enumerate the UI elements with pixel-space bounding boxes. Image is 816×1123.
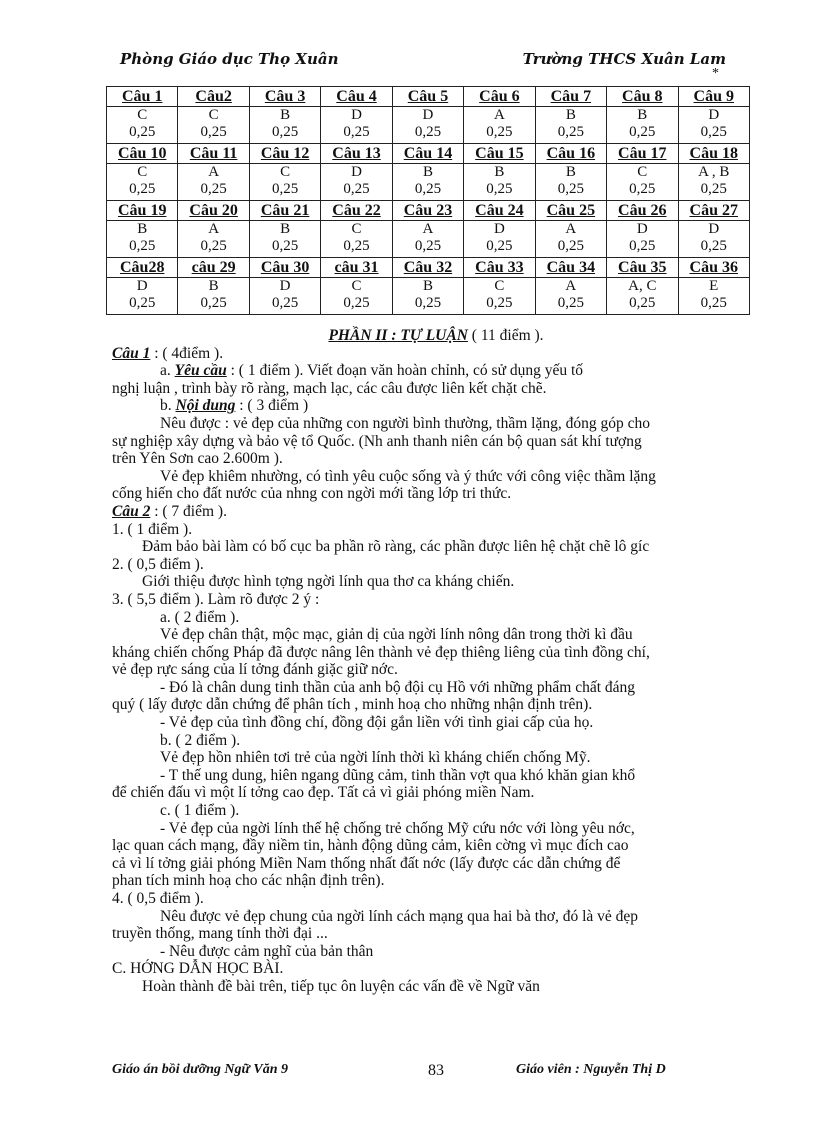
answer-points: 0,25 <box>414 295 442 311</box>
answer-points: 0,25 <box>343 124 370 140</box>
cau1-p1: Nêu được : vẻ đẹp của những con người bình thường, thầm lặng, đóng góp cho <box>160 414 650 432</box>
question-number: Câu 23 <box>392 201 463 221</box>
cau2-line: - T thế ung dung, hiên ngang dũng cảm, tinh thần vợt qua khó khăn gian khổ <box>160 766 636 784</box>
cau2-line: 3. ( 5,5 điểm ). Làm rõ được 2 ý : <box>112 590 320 608</box>
answer-choice: D <box>708 107 720 123</box>
cau2-line: lạc quan cách mạng, đầy niềm tin, hành động dũng cảm, kiên cờng vì mục đích cao <box>112 837 629 855</box>
answer-choice: D <box>636 221 648 237</box>
question-number: câu 29 <box>178 258 249 278</box>
answer-points: 0,25 <box>700 181 727 197</box>
answer-points: 0,25 <box>414 181 442 197</box>
question-number: Câu 30 <box>249 258 320 278</box>
cau2-line: truyền thống, mang tính thời đại ... <box>112 925 328 943</box>
answer-cell <box>392 221 463 258</box>
question-number: Câu 3 <box>249 87 320 107</box>
answer-cell <box>535 107 606 144</box>
answer-choice: D <box>136 278 148 294</box>
answer-points: 0,25 <box>129 124 156 140</box>
answer-cell <box>107 164 178 201</box>
cau2-line: quý ( lấy được dẫn chứng để phân tích , minh hoạ cho những nhận định trên). <box>112 696 593 714</box>
question-number: Câu 36 <box>678 258 750 278</box>
cau2-line: b. ( 2 điểm ). <box>160 731 241 749</box>
question-number: Câu 24 <box>464 201 535 221</box>
cau2-line: phan tích minh hoạ cho các nhận định trên). <box>112 872 385 890</box>
answer-points: 0,25 <box>129 238 156 254</box>
answer-row <box>107 164 750 201</box>
question-number: Câu 15 <box>464 144 535 164</box>
cau2-line: - Vẻ đẹp của ngời lính thế hệ chống trẻ chống Mỹ cứu nớc với lòng yêu nớc, <box>160 819 635 837</box>
cau2-line: - Vẻ đẹp của tình đồng chí, đồng đội gắn liền với tình giai cấp của họ. <box>160 714 594 732</box>
answer-points: 0,25 <box>629 124 656 140</box>
answer-row <box>107 278 750 315</box>
question-row <box>107 258 750 278</box>
answer-points: 0,25 <box>414 124 442 140</box>
cau1-p5: cống hiến cho đất nước của nhng con ngời mới tầng lớp tri thức. <box>112 485 512 503</box>
page-footer <box>112 1062 712 1082</box>
answer-cell <box>178 107 249 144</box>
answer-choice: B <box>208 278 219 294</box>
cau2-line: 1. ( 1 điểm ). <box>112 520 193 538</box>
answer-cell <box>607 278 678 315</box>
answer-points: 0,25 <box>271 124 299 140</box>
cau2-line: 2. ( 0,5 điểm ). <box>112 555 204 573</box>
question-number: Câu 21 <box>249 201 320 221</box>
answer-cell <box>107 278 178 315</box>
answer-points: 0,25 <box>200 124 227 140</box>
question-number: Câu2 <box>178 87 249 107</box>
answer-cell <box>607 164 678 201</box>
footer-teacher: Giáo viên : Nguyễn Thị D <box>516 1062 666 1077</box>
cau2-heading: Câu 2 : ( 7 điểm ). <box>112 502 227 520</box>
header-school: Trường THCS Xuân Lam <box>522 50 726 68</box>
question-number: Câu 33 <box>464 258 535 278</box>
answer-points: 0,25 <box>271 238 299 254</box>
answer-cell <box>535 164 606 201</box>
answer-choice: D <box>351 164 362 180</box>
cau2-line: Nêu được vẻ đẹp chung của ngời lính cách mạng qua hai bà thơ, đó là vẻ đẹp <box>160 907 639 925</box>
question-number: Câu 9 <box>678 87 750 107</box>
answer-cell <box>678 107 750 144</box>
answer-choice: D <box>279 278 291 294</box>
essay-section <box>112 327 760 996</box>
question-number: Câu 32 <box>392 258 463 278</box>
answer-cell <box>535 221 606 258</box>
answer-points: 0,25 <box>129 295 156 311</box>
question-number: Câu 14 <box>392 144 463 164</box>
answer-choice: C <box>280 164 291 180</box>
answer-cell <box>464 221 535 258</box>
answer-choice: C <box>351 278 362 294</box>
question-number: Câu 26 <box>607 201 678 221</box>
answer-points: 0,25 <box>343 181 370 197</box>
question-number: Câu 13 <box>321 144 392 164</box>
answer-cell <box>535 278 606 315</box>
answer-points: 0,25 <box>629 238 656 254</box>
question-number: câu 31 <box>321 258 392 278</box>
question-number: Câu 1 <box>107 87 178 107</box>
answer-points: 0,25 <box>629 295 656 311</box>
cau1-a-cont: nghị luận , trình bày rõ ràng, mạch lạc, các câu được liên kết chặt chẽ. <box>112 379 547 397</box>
answer-cell <box>249 221 320 258</box>
answer-points: 0,25 <box>343 295 370 311</box>
answer-choice: B <box>422 278 433 294</box>
question-number: Câu 27 <box>678 201 750 221</box>
answer-cell <box>607 221 678 258</box>
answer-points: 0,25 <box>200 181 227 197</box>
answer-choice: D <box>708 221 720 237</box>
answer-choice: B <box>137 221 148 237</box>
header-department: Phòng Giáo dục Thọ Xuân <box>120 50 339 68</box>
answer-choice: B <box>422 164 433 180</box>
cau2-line: 4. ( 0,5 điểm ). <box>112 890 204 907</box>
question-number: Câu 35 <box>607 258 678 278</box>
answer-choice: C <box>351 221 362 237</box>
answer-choice: A <box>208 164 220 180</box>
answer-choice: D <box>351 107 362 123</box>
answer-choice: B <box>565 164 576 180</box>
cau2-line: - Nêu được cảm nghĩ của bản thân <box>160 942 374 960</box>
cau2-line: Vẻ đẹp chân thật, mộc mạc, giản dị của ngời lính nông dân trong thời kì đầu <box>160 626 633 644</box>
answer-cell <box>107 107 178 144</box>
answer-points: 0,25 <box>343 238 370 254</box>
cau2-line: Giới thiệu được hình tợng ngời lính qua thơ ca kháng chiến. <box>142 573 515 591</box>
answer-points: 0,25 <box>486 181 513 197</box>
answer-choice: A , B <box>698 164 730 180</box>
answer-cell <box>178 221 249 258</box>
answer-cell <box>321 164 392 201</box>
answer-points: 0,25 <box>200 238 227 254</box>
answer-choice: B <box>637 107 648 123</box>
cau2-line: để chiến đấu vì một lí tởng cao đẹp. Tất cả vì giải phóng miền Nam. <box>112 784 535 802</box>
answer-points: 0,25 <box>129 181 156 197</box>
answer-choice: A, C <box>628 278 657 294</box>
question-number: Câu 8 <box>607 87 678 107</box>
answer-cell <box>678 221 750 258</box>
answer-cell <box>249 278 320 315</box>
cau2-line: c. ( 1 điểm ). <box>160 802 240 820</box>
answer-cell <box>392 164 463 201</box>
question-number: Câu 5 <box>392 87 463 107</box>
answer-points: 0,25 <box>486 238 513 254</box>
answer-cell <box>678 278 750 315</box>
cau2-line: kháng chiến chống Pháp đã được nâng lên thành vẻ đẹp thiêng liêng của tình đồng chí, <box>112 643 650 661</box>
question-number: Câu 34 <box>535 258 606 278</box>
answer-choice: C <box>494 278 505 294</box>
answer-points: 0,25 <box>414 238 442 254</box>
answer-points: 0,25 <box>557 124 584 140</box>
answer-cell <box>392 107 463 144</box>
answer-choice: C <box>137 164 148 180</box>
question-number: Câu 17 <box>607 144 678 164</box>
question-number: Câu 7 <box>535 87 606 107</box>
cau1-p3: trên Yên Sơn cao 2.600m ). <box>112 450 283 468</box>
question-number: Câu 12 <box>249 144 320 164</box>
answer-points: 0,25 <box>700 238 727 254</box>
guide-title: C. HỚNG DẪN HỌC BÀI. <box>112 960 284 978</box>
cau2-line: a. ( 2 điểm ). <box>160 608 240 626</box>
answer-cell <box>464 164 535 201</box>
answer-cell <box>178 278 249 315</box>
answer-points: 0,25 <box>700 124 727 140</box>
question-row <box>107 144 750 164</box>
cau1-b: b. Nội dung : ( 3 điểm ) <box>160 397 309 415</box>
guide-text: Hoàn thành đề bài trên, tiếp tục ôn luyện các vấn đề về Ngữ văn <box>142 977 540 995</box>
answer-choice: A <box>493 107 505 123</box>
answer-cell <box>607 107 678 144</box>
answer-cell <box>107 221 178 258</box>
question-number: Câu 25 <box>535 201 606 221</box>
question-number: Câu 6 <box>464 87 535 107</box>
cau2-line: vẻ đẹp rực sáng của lí tởng đánh giặc giữ nớc. <box>112 661 398 679</box>
question-number: Câu 22 <box>321 201 392 221</box>
answer-choice: C <box>208 107 219 123</box>
cau2-line: Vẻ đẹp hồn nhiên tơi trẻ của ngời lính thời kì kháng chiến chống Mỹ. <box>160 749 591 767</box>
page-number: 83 <box>428 1062 444 1079</box>
header-mark: * <box>712 66 719 81</box>
cau1-p2: sự nghiệp xây dựng và bảo vệ tổ Quốc. (Nh anh thanh niên cán bộ quan sát khí tượng <box>112 432 642 450</box>
answer-points: 0,25 <box>271 181 299 197</box>
cau2-line: Đảm bảo bài làm có bố cục ba phần rõ ràng, các phần được liên hệ chặt chẽ lô gíc <box>142 538 650 556</box>
answer-row <box>107 107 750 144</box>
answer-cell <box>249 107 320 144</box>
answer-choice: D <box>493 221 505 237</box>
answer-points: 0,25 <box>486 124 513 140</box>
cau2-line: cả vì lí tởng giải phóng Miền Nam thống nhất đất nớc (lấy được các dẫn chứng để <box>112 854 621 872</box>
question-number: Câu 4 <box>321 87 392 107</box>
question-number: Câu 19 <box>107 201 178 221</box>
question-number: Câu 16 <box>535 144 606 164</box>
answer-cell <box>464 107 535 144</box>
answer-cell <box>678 164 750 201</box>
answer-cell <box>321 107 392 144</box>
answer-cell <box>321 278 392 315</box>
answer-choice: A <box>422 221 434 237</box>
question-row <box>107 201 750 221</box>
answer-table <box>106 86 750 315</box>
answer-cell <box>178 164 249 201</box>
question-number: Câu 18 <box>678 144 750 164</box>
answer-choice: A <box>565 221 577 237</box>
answer-cell <box>249 164 320 201</box>
answer-choice: C <box>137 107 148 123</box>
answer-choice: E <box>709 278 719 294</box>
page-header <box>120 50 730 72</box>
question-number: Câu 11 <box>178 144 249 164</box>
cau1-p4: Vẻ đẹp khiêm nhường, có tình yêu cuộc sống và ý thức với công việc thầm lặng <box>160 467 656 485</box>
answer-choice: C <box>637 164 648 180</box>
answer-points: 0,25 <box>629 181 656 197</box>
answer-cell <box>464 278 535 315</box>
answer-points: 0,25 <box>271 295 299 311</box>
answer-points: 0,25 <box>700 295 727 311</box>
question-number: Câu 20 <box>178 201 249 221</box>
cau2-line: - Đó là chân dung tinh thần của anh bộ đội cụ Hồ với những phẩm chất đáng <box>160 678 636 696</box>
answer-points: 0,25 <box>557 295 584 311</box>
answer-points: 0,25 <box>557 238 584 254</box>
answer-row <box>107 221 750 258</box>
answer-cell <box>321 221 392 258</box>
answer-choice: D <box>422 107 434 123</box>
question-number: Câu 10 <box>107 144 178 164</box>
answer-cell <box>392 278 463 315</box>
section-title: PHẦN II : TỰ LUẬN ( 11 điểm ). <box>328 327 544 344</box>
answer-points: 0,25 <box>557 181 584 197</box>
answer-points: 0,25 <box>200 295 227 311</box>
answer-choice: B <box>565 107 576 123</box>
answer-choice: B <box>280 107 291 123</box>
answer-choice: A <box>565 278 577 294</box>
cau1-heading: Câu 1 : ( 4điểm ). <box>112 344 224 362</box>
footer-course: Giáo án bồi dưỡng Ngữ Văn 9 <box>112 1062 288 1077</box>
answer-choice: A <box>208 221 220 237</box>
question-row <box>107 87 750 107</box>
question-number: Câu28 <box>107 258 178 278</box>
answer-choice: B <box>494 164 505 180</box>
answer-points: 0,25 <box>486 295 513 311</box>
answer-choice: B <box>280 221 291 237</box>
cau1-a: a. Yêu cầu : ( 1 điểm ). Viết đoạn văn hoàn chỉnh, có sử dụng yếu tố <box>160 362 584 380</box>
